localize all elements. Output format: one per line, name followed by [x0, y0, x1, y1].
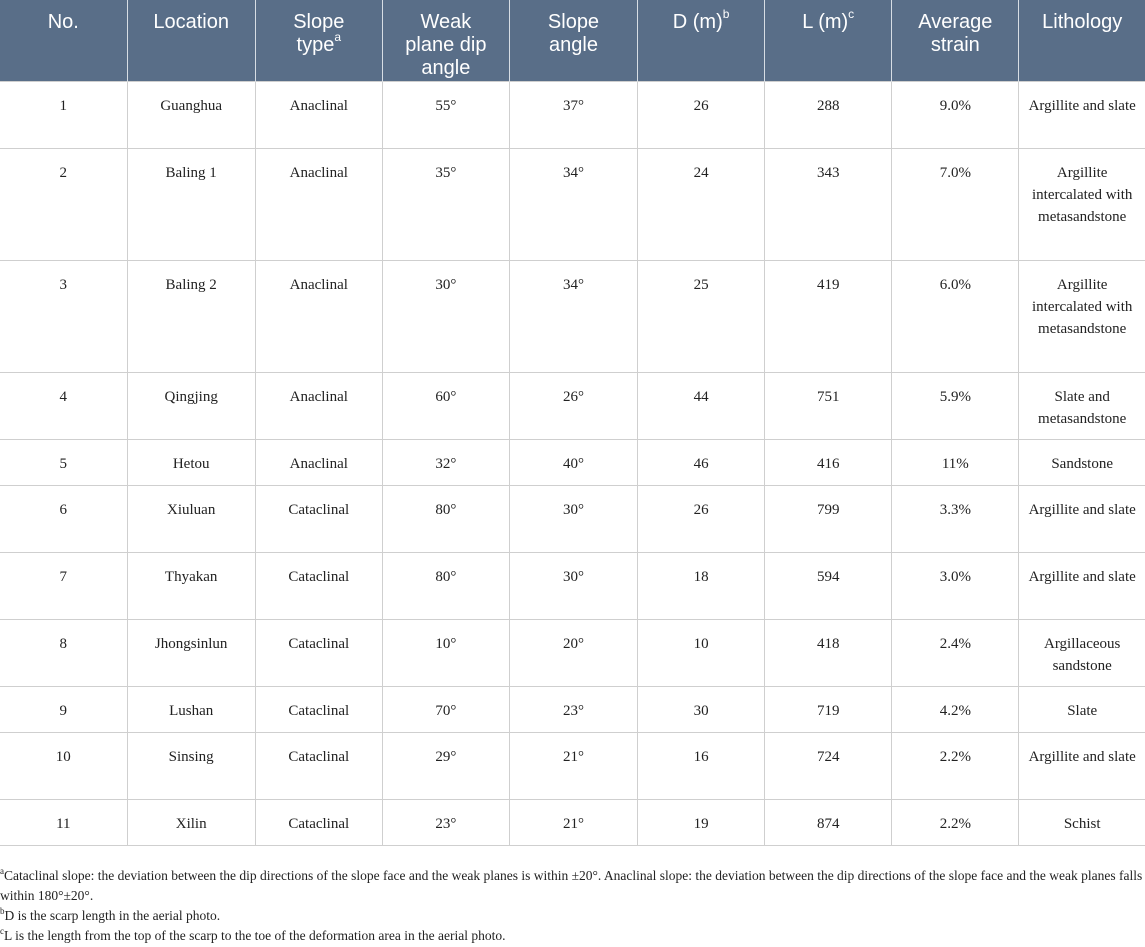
cell-weak-plane-dip-angle: 35° [382, 148, 509, 260]
cell-d: 26 [638, 81, 765, 148]
cell-weak-plane-dip-angle: 10° [382, 619, 509, 686]
cell-lithology: Argillite and slate [1019, 732, 1145, 799]
footnote-a: $^a$Cataclinal slope: the deviation between the dip directions of the slope face and the weak planes is within ±20°. Anaclinal slope: the deviation between the dip directions of the slope face and the weak planes falls within 180°±20°. [0, 865, 1143, 903]
cell-lithology: Slate [1019, 686, 1145, 732]
header-d: D $(m)^b$ [638, 0, 765, 81]
cell-average-strain: 2.2% [892, 799, 1019, 845]
footnote-b: $^b$D is the scarp length in the aerial photo. [0, 905, 221, 923]
cell-average-strain: 2.4% [892, 619, 1019, 686]
header-slope-type: Slope type$^a$ [255, 0, 382, 81]
table-row [0, 148, 1145, 260]
cell-d: 24 [638, 148, 765, 260]
cell-no: 6 [0, 485, 127, 552]
table-row [0, 485, 1145, 552]
cell-weak-plane-dip-angle: 55° [382, 81, 509, 148]
cell-l: 751 [765, 372, 892, 439]
cell-no: 8 [0, 619, 127, 686]
cell-slope-type: Anaclinal [255, 260, 382, 372]
cell-l: 418 [765, 619, 892, 686]
cell-slope-type: Cataclinal [255, 619, 382, 686]
cell-lithology: Slate and metasandstone [1019, 372, 1145, 439]
header-lithology: Lithology [1019, 0, 1145, 81]
cell-l: 719 [765, 686, 892, 732]
cell-d: 10 [638, 619, 765, 686]
cell-l: 419 [765, 260, 892, 372]
cell-no: 5 [0, 439, 127, 485]
cell-d: 18 [638, 552, 765, 619]
cell-average-strain: 9.0% [892, 81, 1019, 148]
cell-lithology: Sandstone [1019, 439, 1145, 485]
cell-slope-angle: 21° [509, 732, 637, 799]
cell-slope-angle: 26° [509, 372, 637, 439]
cell-location: Baling 2 [127, 260, 255, 372]
header-slope-angle: Slope angle [509, 0, 637, 81]
cell-average-strain: 7.0% [892, 148, 1019, 260]
cell-slope-angle: 34° [509, 148, 637, 260]
cell-slope-type: Anaclinal [255, 81, 382, 148]
cell-no: 2 [0, 148, 127, 260]
cell-location: Sinsing [127, 732, 255, 799]
cell-weak-plane-dip-angle: 70° [382, 686, 509, 732]
cell-slope-type: Cataclinal [255, 732, 382, 799]
cell-l: 724 [765, 732, 892, 799]
cell-slope-angle: 34° [509, 260, 637, 372]
cell-d: 26 [638, 485, 765, 552]
cell-slope-angle: 21° [509, 799, 637, 845]
cell-slope-type: Cataclinal [255, 485, 382, 552]
cell-lithology: Argillite and slate [1019, 552, 1145, 619]
cell-d: 30 [638, 686, 765, 732]
cell-lithology: Argillite intercalated with metasandstone [1019, 148, 1145, 260]
cell-lithology: Schist [1019, 799, 1145, 845]
cell-no: 10 [0, 732, 127, 799]
cell-average-strain: 3.3% [892, 485, 1019, 552]
cell-lithology: Argillite intercalated with metasandstone [1019, 260, 1145, 372]
cell-d: 46 [638, 439, 765, 485]
cell-slope-angle: 40° [509, 439, 637, 485]
table-row [0, 439, 1145, 485]
header-l: L $(m)^c$ [765, 0, 892, 81]
cell-l: 799 [765, 485, 892, 552]
cell-lithology: Argillite and slate [1019, 485, 1145, 552]
cell-slope-type: Anaclinal [255, 439, 382, 485]
cell-no: 3 [0, 260, 127, 372]
table-row [0, 619, 1145, 686]
cell-slope-type: Cataclinal [255, 799, 382, 845]
cell-average-strain: 5.9% [892, 372, 1019, 439]
cell-average-strain: 4.2% [892, 686, 1019, 732]
cell-d: 25 [638, 260, 765, 372]
cell-l: 874 [765, 799, 892, 845]
cell-l: 288 [765, 81, 892, 148]
cell-location: Xiuluan [127, 485, 255, 552]
cell-d: 19 [638, 799, 765, 845]
header-average-strain: Average strain [892, 0, 1019, 81]
cell-location: Xilin [127, 799, 255, 845]
table-row [0, 799, 1145, 845]
cell-slope-angle: 37° [509, 81, 637, 148]
table-body [0, 81, 1145, 845]
cell-weak-plane-dip-angle: 80° [382, 552, 509, 619]
table-row [0, 686, 1145, 732]
cell-slope-type: Anaclinal [255, 372, 382, 439]
cell-slope-type: Cataclinal [255, 552, 382, 619]
cell-weak-plane-dip-angle: 60° [382, 372, 509, 439]
cell-location: Thyakan [127, 552, 255, 619]
cell-location: Qingjing [127, 372, 255, 439]
cell-l: 416 [765, 439, 892, 485]
cell-l: 594 [765, 552, 892, 619]
cell-weak-plane-dip-angle: 32° [382, 439, 509, 485]
cell-slope-angle: 20° [509, 619, 637, 686]
cell-lithology: Argillaceous sandstone [1019, 619, 1145, 686]
cell-slope-type: Anaclinal [255, 148, 382, 260]
cell-l: 343 [765, 148, 892, 260]
footnotes [0, 866, 1145, 946]
cell-location: Lushan [127, 686, 255, 732]
cell-slope-angle: 23° [509, 686, 637, 732]
header-location: Location [127, 0, 255, 81]
cell-weak-plane-dip-angle: 30° [382, 260, 509, 372]
cell-weak-plane-dip-angle: 23° [382, 799, 509, 845]
header-weak-plane-dip-angle: Weak plane dip angle [382, 0, 509, 81]
cell-slope-type: Cataclinal [255, 686, 382, 732]
header-row [0, 0, 1145, 81]
cell-no: 7 [0, 552, 127, 619]
cell-slope-angle: 30° [509, 552, 637, 619]
header-no: No. [0, 0, 127, 81]
cell-average-strain: 2.2% [892, 732, 1019, 799]
cell-average-strain: 11% [892, 439, 1019, 485]
table-row [0, 372, 1145, 439]
footnote-c: $^c$L is the length from the top of the scarp to the toe of the deformation area in the aerial photo. [0, 925, 506, 943]
table-row [0, 732, 1145, 799]
cell-average-strain: 3.0% [892, 552, 1019, 619]
cell-weak-plane-dip-angle: 29° [382, 732, 509, 799]
cell-location: Guanghua [127, 81, 255, 148]
table-row [0, 552, 1145, 619]
cell-no: 9 [0, 686, 127, 732]
cell-location: Baling 1 [127, 148, 255, 260]
cell-slope-angle: 30° [509, 485, 637, 552]
cell-lithology: Argillite and slate [1019, 81, 1145, 148]
cell-location: Jhongsinlun [127, 619, 255, 686]
cell-d: 44 [638, 372, 765, 439]
cell-weak-plane-dip-angle: 80° [382, 485, 509, 552]
cell-d: 16 [638, 732, 765, 799]
cell-average-strain: 6.0% [892, 260, 1019, 372]
cell-no: 1 [0, 81, 127, 148]
cell-location: Hetou [127, 439, 255, 485]
cell-no: 4 [0, 372, 127, 439]
table-row [0, 260, 1145, 372]
table-row [0, 81, 1145, 148]
cell-no: 11 [0, 799, 127, 845]
